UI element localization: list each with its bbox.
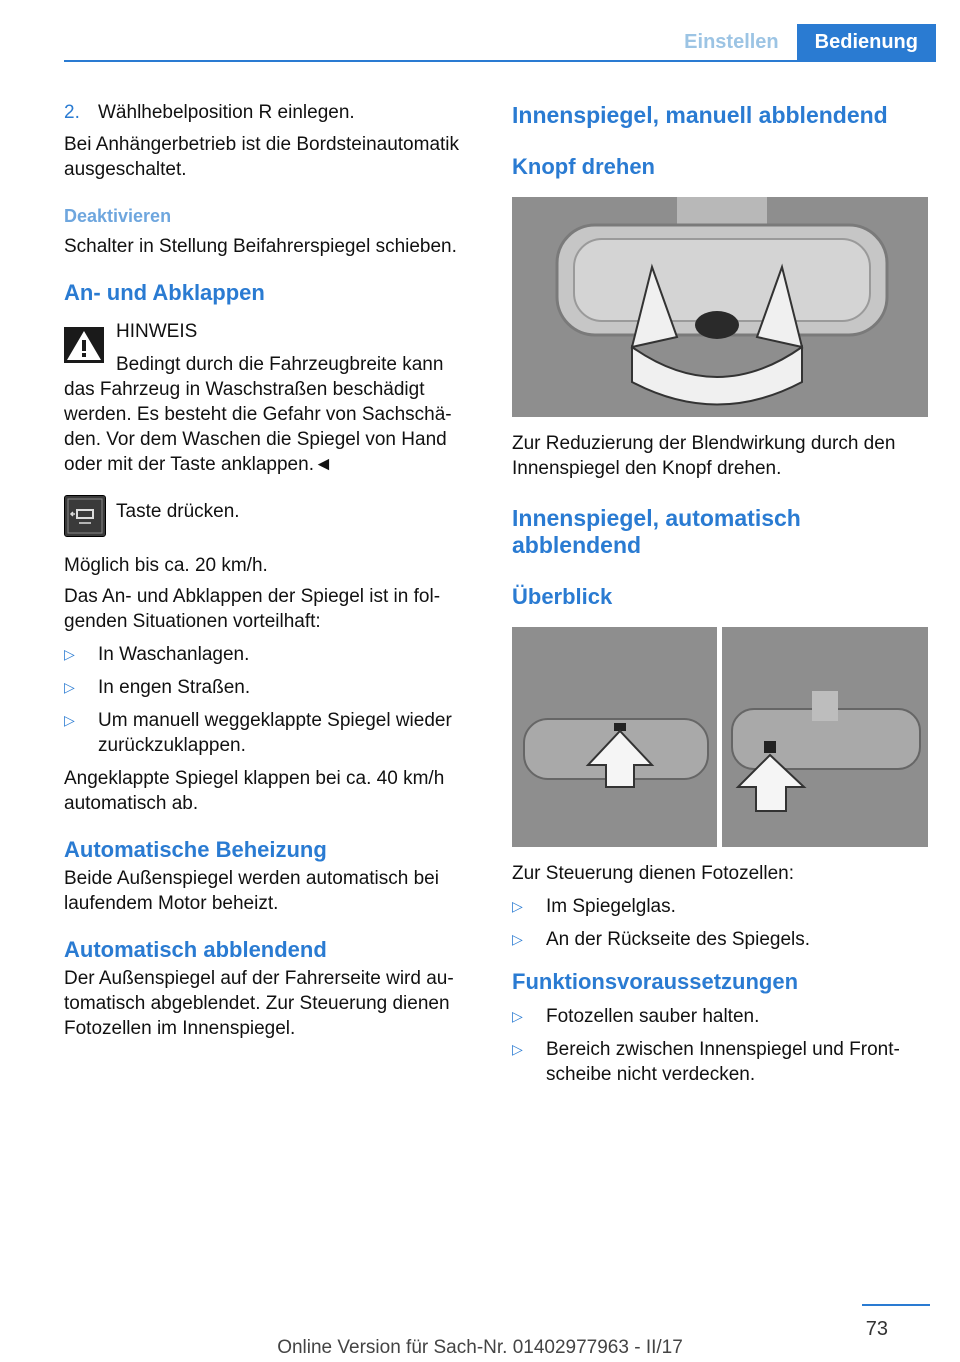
situations-list [64, 642, 479, 758]
knob-text: Zur Reduzierung der Blendwirkung durch den Innenspiegel den Knopf drehen. [512, 433, 896, 479]
warning-text: Bedingt durch die Fahrzeugbreite kann das Fahrzeug in Waschstraßen beschädigt werden. Es besteht die Gefahr von Sachschäden. Vor dem Waschen die Spiegel von Hand oder mit der Taste anklappen.◄ [64, 354, 452, 475]
photocell-list [512, 894, 928, 952]
button-text: Taste drücken. [116, 501, 240, 522]
auto-unfold-text: Angeklappte Spiegel klappen bei ca. 40 km/h automatisch ab. [64, 768, 445, 814]
triangle-bullet-icon: ▷ [512, 898, 523, 914]
triangle-bullet-icon: ▷ [512, 1041, 523, 1057]
triangle-bullet-icon: ▷ [64, 712, 75, 728]
right-column [512, 102, 928, 1095]
tab-bedienung[interactable]: Bedienung [797, 24, 936, 60]
list-item: ▷ In engen Straßen. [64, 677, 251, 698]
list-item: ▷ An der Rückseite des Spiegels. [512, 929, 811, 950]
possible-text: Möglich bis ca. 20 km/h. [64, 555, 268, 576]
heating-heading: Automatische Beheizung [64, 837, 327, 862]
triangle-bullet-icon: ▷ [512, 931, 523, 947]
list-item: ▷ Um manuell weggeklappte Spiegel wieder zurückzuklappen. [64, 710, 452, 756]
header-tabs [666, 24, 936, 60]
list-item: ▷ In Waschanlagen. [64, 644, 250, 665]
photocell-image [512, 627, 928, 847]
header-divider [64, 60, 936, 62]
dimming-text: Der Außenspiegel auf der Fahrerseite wird automatisch abgeblendet. Zur Steuerung dienen Fotozellen im Innenspiegel. [64, 968, 454, 1039]
list-item: ▷ Fotozellen sauber halten. [512, 1006, 760, 1027]
fold-heading: An- und Abklappen [64, 280, 265, 305]
step-item [64, 100, 479, 125]
deactivate-heading: Deaktivieren [64, 206, 172, 226]
step-number: 2. [64, 102, 80, 123]
warning-box [64, 319, 479, 477]
heating-text: Beide Außenspiegel werden automatisch bei laufendem Motor beheizt. [64, 868, 439, 914]
list-item: ▷ Im Spiegelglas. [512, 896, 676, 917]
requirements-heading: Funktionsvoraussetzungen [512, 969, 799, 994]
manual-heading: Innenspiegel, manuell abblendend [512, 102, 888, 128]
requirements-list [512, 1004, 928, 1087]
triangle-bullet-icon: ▷ [64, 679, 75, 695]
list-item: ▷ Bereich zwischen Innenspiegel und Frontscheibe nicht verdecken. [512, 1039, 900, 1085]
overview-heading: Überblick [512, 584, 613, 609]
auto-heading: Innenspiegel, automatisch abblendend [512, 505, 801, 558]
photocell-text: Zur Steuerung dienen Fotozellen: [512, 863, 795, 884]
online-version-footer: Online Version für Sach-Nr. 01402977963 - II/17 [277, 1337, 683, 1358]
situations-text: Das An- und Abklappen der Spiegel ist in folgenden Situationen vorteilhaft: [64, 586, 441, 632]
dimming-heading: Automatisch abblendend [64, 937, 327, 962]
trailer-note: Bei Anhängerbetrieb ist die Bordsteinautomatik ausgeschaltet. [64, 134, 460, 180]
mirror-knob-image [512, 197, 928, 417]
knob-heading: Knopf drehen [512, 154, 655, 179]
page-number: 73 [865, 1318, 888, 1340]
footer-divider [862, 1304, 930, 1306]
deactivate-text: Schalter in Stellung Beifahrerspiegel schieben. [64, 236, 457, 257]
tab-einstellen[interactable]: Einstellen [684, 31, 779, 53]
warning-triangle-icon [64, 327, 104, 363]
warning-title: HINWEIS [116, 321, 198, 342]
triangle-bullet-icon: ▷ [64, 646, 75, 662]
mirror-fold-button-icon [64, 495, 106, 537]
triangle-bullet-icon: ▷ [512, 1008, 523, 1024]
left-column [64, 100, 479, 1041]
button-instruction [64, 495, 479, 545]
step-text: Wählhebelposition R einlegen. [98, 102, 355, 123]
